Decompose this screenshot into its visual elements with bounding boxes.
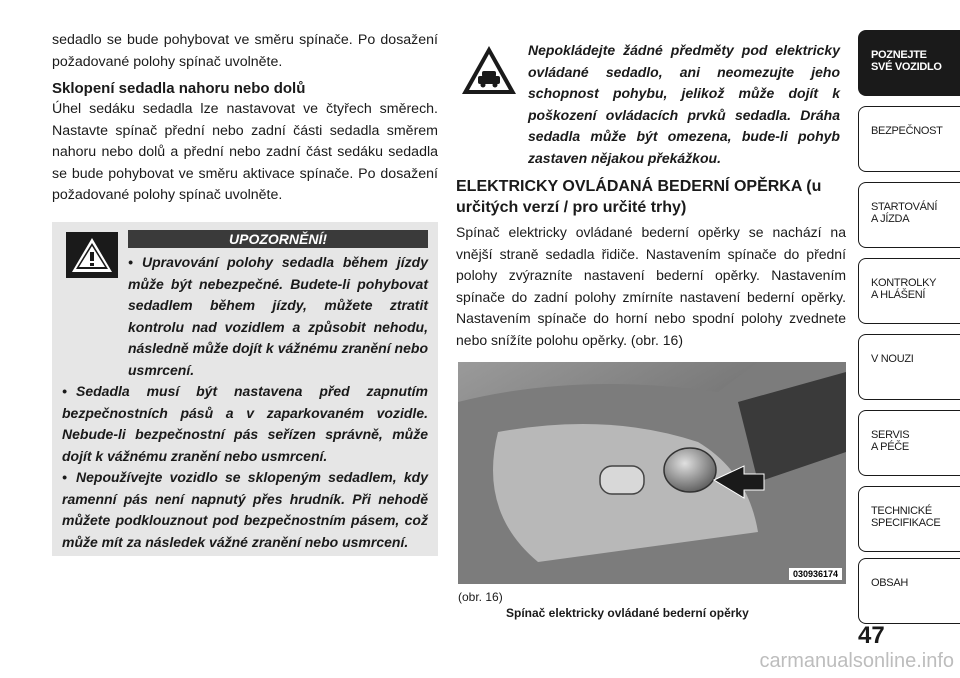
figure-reference: (obr. 16) <box>458 590 503 604</box>
warning-box <box>52 222 438 556</box>
intro-text: sedadlo se bude pohybovat ve směru spínače. Po dosažení požadované polohy spínač uvolněte. <box>52 32 438 70</box>
section-title: ELEKTRICKY OVLÁDANÁ BEDERNÍ OPĚRKA (u určitých verzí / pro určité trhy) <box>456 178 822 216</box>
tab-technicke-specifikace[interactable] <box>858 486 960 552</box>
tab-label: V NOUZI <box>871 353 914 365</box>
warning-title: UPOZORNĚNÍ! <box>128 230 428 248</box>
left-column <box>52 30 438 207</box>
tab-label: SERVIS A PÉČE <box>871 429 910 453</box>
warning-text <box>62 252 428 553</box>
figure-caption: Spínač elektricky ovládané bederní opěrky <box>506 606 749 620</box>
warning-bullet: • Upravování polohy sedadla během jízdy může být nebezpečné. Budete-li pohybovat sedadlem během jízdy, můžete ztratit kontrolu nad vozidlem a způsobit nehodu, následně může dojít k vážnému zranění nebo usmrcení. <box>128 254 428 378</box>
tab-v-nouzi[interactable] <box>858 334 960 400</box>
tab-label: KONTROLKY A HLÁŠENÍ <box>871 277 937 301</box>
page-number: 47 <box>858 622 885 649</box>
section-body: Spínač elektricky ovládané bederní opěrky se nachází na vnější straně sedadla řidiče. Nastavením spínače do přední polohy zvýrazníte nastavení bederní opěrky. Nastavením spínače do zadní polohy zmírníte nastavení bederní opěrky. Nastavením spínače do horní nebo spodní polohy zvednete nebo snížíte polohu opěrky. (obr. 16) <box>456 224 846 348</box>
figure-code: 030936174 <box>789 568 842 580</box>
tab-obsah[interactable] <box>858 558 960 624</box>
caution-text <box>464 40 840 169</box>
tab-label: STARTOVÁNÍ A JÍZDA <box>871 201 938 225</box>
caution-paragraph: Nepokládejte žádné předměty pod elektricky ovládané sedadlo, ani neomezujte jeho schopnost pohybu, jelikož může dojít k poškození ovládacích prvků sedadla. Dráha sedadla může být omezena, bude-li pohyb zastaven nějakou překážkou. <box>528 42 840 166</box>
warning-bullet: • Nepoužívejte vozidlo se sklopeným sedadlem, kdy ramenní pás není napnutý přes hrudník. Při nehodě můžete podklouznout pod bezpečnostním pásem, což může mít za následek vážné zranění nebo usmrcení. <box>62 469 428 550</box>
chapter-tabs <box>858 30 960 624</box>
tab-label: TECHNICKÉ SPECIFIKACE <box>871 505 941 529</box>
seat-switch-illustration <box>458 362 846 584</box>
watermark: carmanualsonline.info <box>759 650 954 672</box>
lumbar-switch-photo <box>458 362 846 584</box>
tab-startovani-a-jizda[interactable] <box>858 182 960 248</box>
tab-poznejte-sve-vozidlo[interactable] <box>858 30 960 96</box>
subheading-seat-tilt: Sklopení sedadla nahoru nebo dolů <box>52 80 306 97</box>
tab-label: POZNEJTE SVÉ VOZIDLO <box>871 49 942 73</box>
warning-bullet: • Sedadla musí být nastavena před zapnutím bezpečnostních pásů a v zaparkovaném vozidle. Nebude-li bezpečnostní pás seřízen správně, může dojít k vážnému zranění nebo usmrcení. <box>62 383 428 464</box>
tab-bezpecnost[interactable] <box>858 106 960 172</box>
seat-tilt-paragraph: Úhel sedáku sedadla lze nastavovat ve čtyřech směrech. Nastavte spínač přední nebo zadní části sedadla směrem nahoru nebo dolů a přední nebo zadní část sedáku sedadla se bude pohybovat ve směru aktivace spínače. Po dosažení požadované polohy spínač uvolněte. <box>52 101 438 203</box>
tab-kontrolky-a-hlaseni[interactable] <box>858 258 960 324</box>
tab-label: OBSAH <box>871 577 909 589</box>
tab-servis-a-pece[interactable] <box>858 410 960 476</box>
tab-label: BEZPEČNOST <box>871 125 943 137</box>
